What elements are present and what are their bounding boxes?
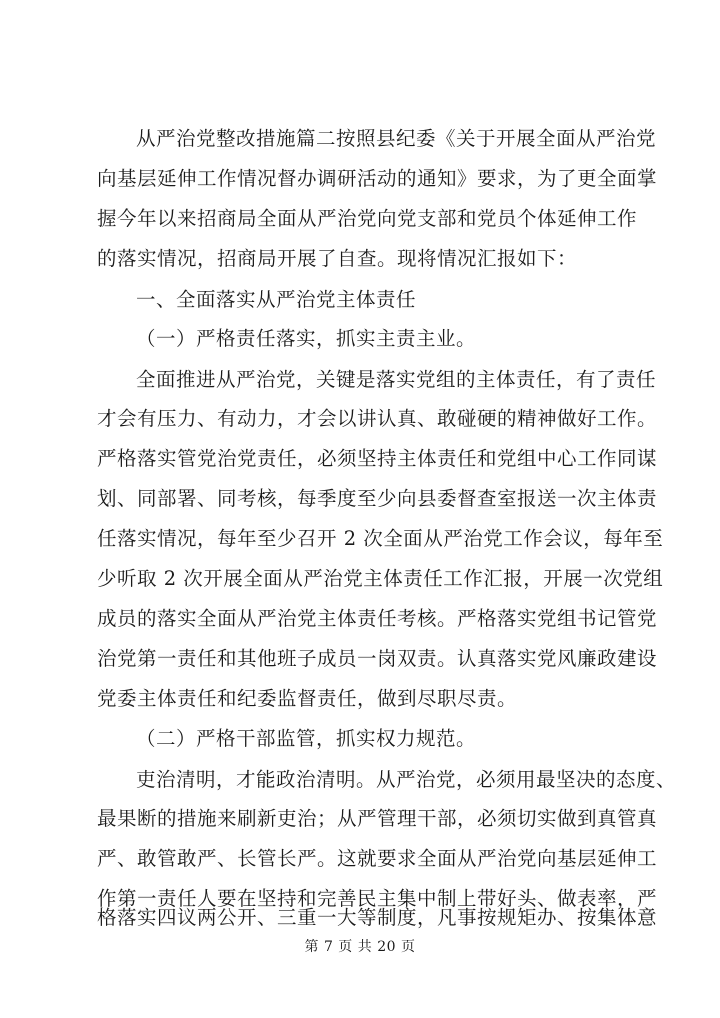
paragraph-line: 格落实四议两公开、三重一大等制度，凡事按规矩办、按集体意 [97,906,658,929]
paragraph-line: 划、同部署、同考核，每季度至少向县委督查室报送一次主体责 [97,487,658,510]
paragraph-line: 握今年以来招商局全面从严治党向党支部和党员个体延伸工作 [97,207,638,230]
paragraph-line: 从严治党整改措施篇二按照县纪委《关于开展全面从严治党 [136,127,657,150]
paragraph-line: 成员的落实全面从严治党主体责任考核。严格落实党组书记管党 [97,607,658,630]
subsection-heading: （一）严格责任落实，抓实主责主业。 [136,327,477,350]
paragraph-line: 作第一责任人要在坚持和完善民主集中制上带好头、做表率，严 [97,887,658,910]
paragraph-line: 全面推进从严治党，关键是落实党组的主体责任，有了责任 [136,368,657,391]
paragraph-line: 少听取 2 次开展全面从严治党主体责任工作汇报，开展一次党组 [97,567,664,590]
paragraph-line: 严、敢管敢严、长管长严。这就要求全面从严治党向基层延伸工 [97,847,658,870]
paragraph-line: 治党第一责任和其他班子成员一岗双责。认真落实党风廉政建设 [97,647,658,670]
paragraph-line: 才会有压力、有动力，才会以讲认真、敢碰硬的精神做好工作。 [97,407,658,430]
section-heading: 一、全面落实从严治党主体责任 [136,288,417,311]
paragraph-line: 最果断的措施来刷新吏治；从严管理干部，必须切实做到真管真 [97,807,658,830]
paragraph-line: 吏治清明，才能政治清明。从严治党，必须用最坚决的态度、 [136,768,677,791]
paragraph-line: 党委主体责任和纪委监督责任，做到尽职尽责。 [97,687,518,710]
paragraph-line: 严格落实管党治党责任，必须坚持主体责任和党组中心工作同谋 [97,447,658,470]
page-number: 第 7 页 共 20 页 [304,939,416,955]
paragraph-line: 向基层延伸工作情况督办调研活动的通知》要求，为了更全面掌 [97,167,658,190]
paragraph-line: 的落实情况，招商局开展了自查。现将情况汇报如下： [97,247,578,270]
subsection-heading: （二）严格干部监管，抓实权力规范。 [136,727,477,750]
paragraph-line: 任落实情况，每年至少召开 2 次全面从严治党工作会议，每年至 [97,527,664,550]
